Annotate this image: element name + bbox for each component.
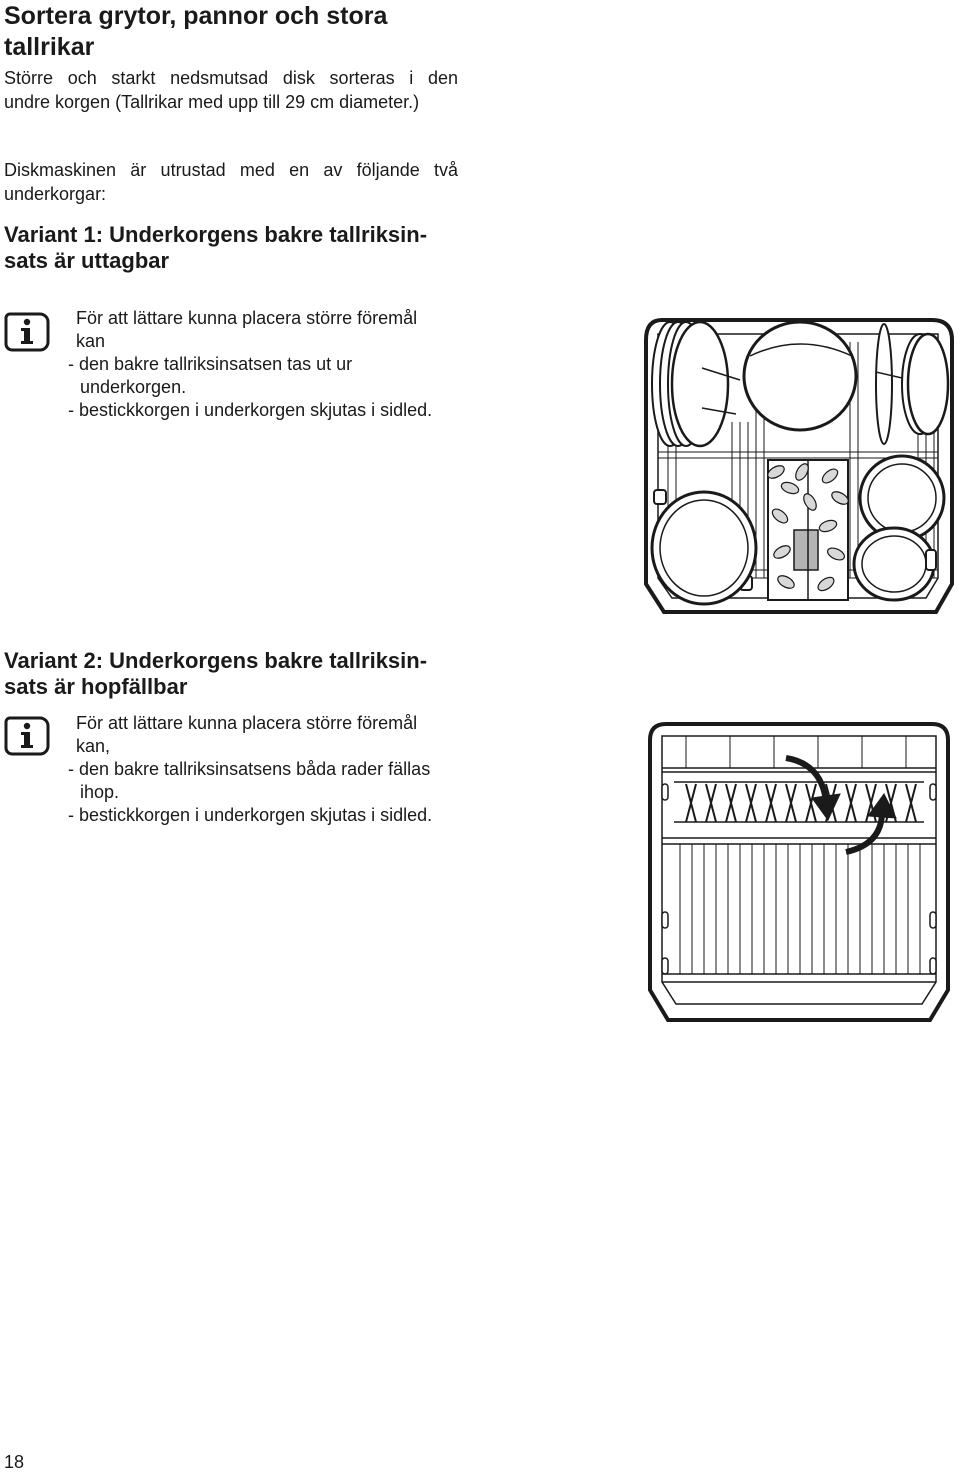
variant1-note (68, 307, 432, 422)
variant2-note-line-3: - den bakre tallriksinsatsens båda rader fällas (68, 759, 431, 779)
variant2-note-line-1: För att lättare kunna placera större föremål (76, 713, 418, 733)
variant2-note-line-5: - bestickkorgen i underkorgen skjutas i sidled. (68, 805, 433, 825)
lower-basket-loaded-illustration (640, 312, 958, 614)
variant2-note-line-4: ihop. (80, 782, 120, 802)
variant1-note-line-4: underkorgen. (80, 377, 187, 397)
variant1-note-line-5: - bestickkorgen i underkorgen skjutas i sidled. (68, 400, 433, 420)
variant2-note-line-2: kan, (76, 736, 111, 756)
variant1-note-line-2: kan (76, 331, 106, 351)
variant1-heading-line-1: Variant 1: Underkorgens bakre tallriksin- (4, 222, 428, 247)
variant2-note (68, 712, 432, 827)
title-line-2: tallrikar (4, 33, 95, 61)
variants-line-2: underkorgar: (4, 184, 107, 204)
variant1-heading-line-2: sats är uttagbar (4, 248, 170, 273)
variant1-note-line-3: - den bakre tallriksinsatsen tas ut ur (68, 354, 353, 374)
variant2-heading-line-1: Variant 2: Underkorgens bakre tallriksin- (4, 648, 428, 673)
variants-line-1: Diskmaskinen är utrustad med en av följande två (4, 160, 458, 180)
variant2-heading (4, 648, 474, 700)
foldable-basket-illustration (646, 720, 952, 1024)
intro-line-2: undre korgen (Tallrikar med upp till 29 cm diameter.) (4, 92, 420, 112)
page-number: 18 (4, 1452, 25, 1472)
variant1-note-line-1: För att lättare kunna placera större föremål (76, 308, 418, 328)
variants-paragraph (4, 158, 458, 206)
info-icon (4, 716, 50, 756)
info-icon (4, 312, 50, 352)
variant1-heading (4, 222, 474, 274)
title-line-1: Sortera grytor, pannor och stora (4, 2, 388, 30)
section-title (4, 1, 474, 63)
intro-line-1: Större och starkt nedsmutsad disk sorteras i den (4, 68, 458, 88)
variant2-heading-line-2: sats är hopfällbar (4, 674, 188, 699)
intro-paragraph (4, 66, 458, 114)
